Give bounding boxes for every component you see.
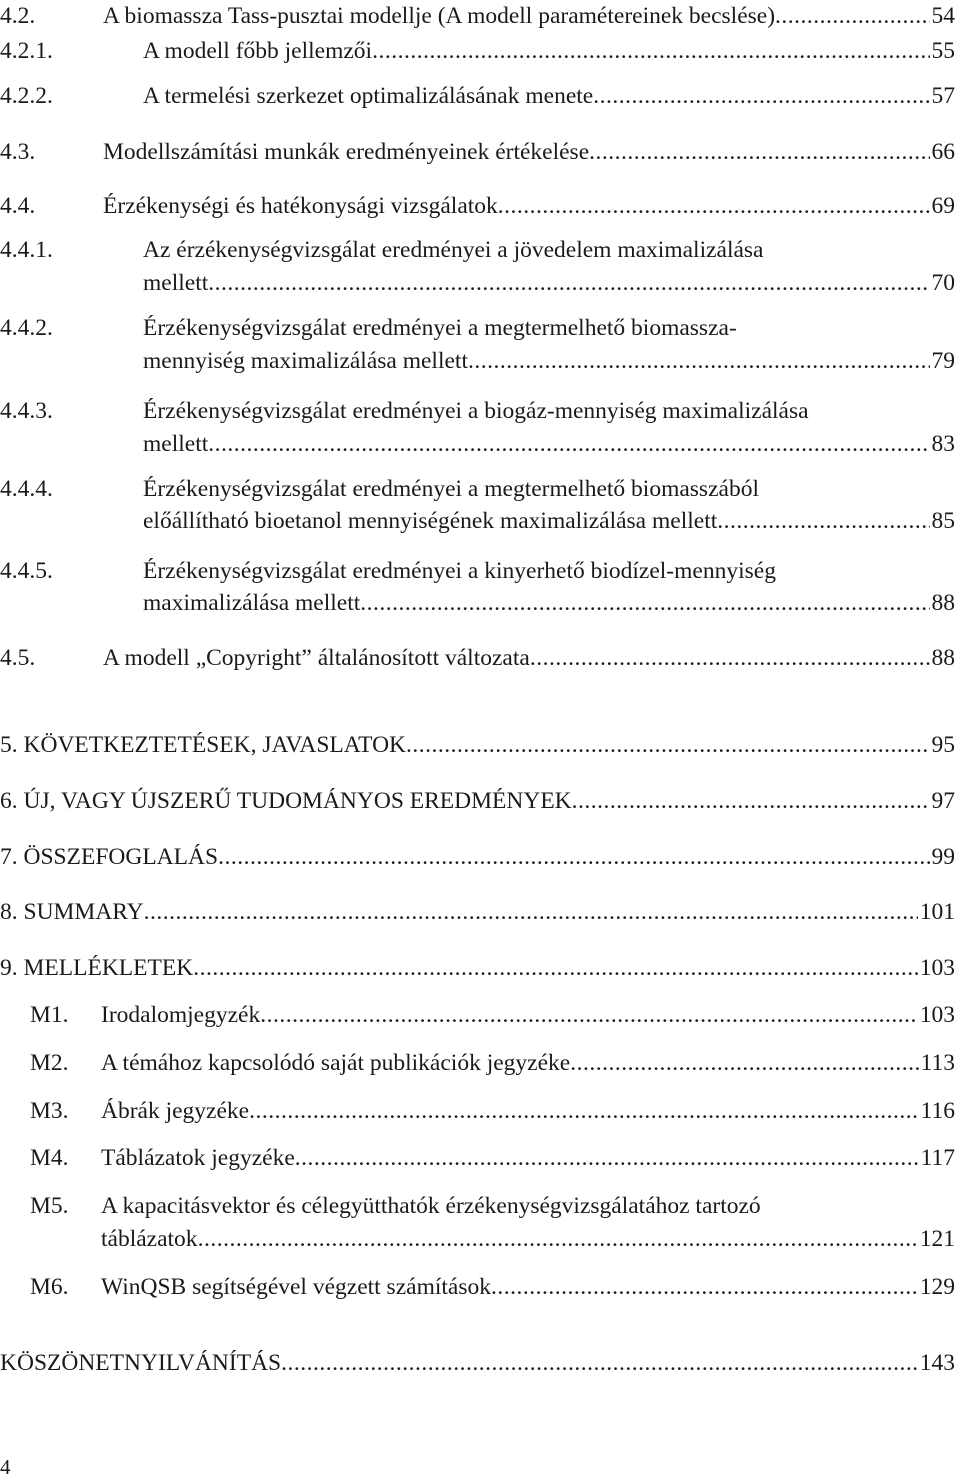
- toc-entry-page: 55: [931, 38, 955, 64]
- toc-entry-title-line: mennyiség maximalizálása mellett: [143, 348, 468, 374]
- dot-leader: [775, 0, 929, 32]
- toc-entry-page: 129: [919, 1274, 955, 1300]
- dot-leader: [218, 841, 929, 873]
- toc-entry[interactable]: [0, 896, 960, 928]
- toc-entry-number: M3.: [30, 1098, 69, 1124]
- toc-entry[interactable]: [0, 952, 960, 984]
- toc-entry[interactable]: [0, 190, 960, 222]
- toc-entry[interactable]: [0, 642, 960, 674]
- toc-entry-title-line: mellett: [143, 270, 209, 296]
- toc-entry[interactable]: [0, 729, 960, 761]
- toc-entry-title-line: A modell főbb jellemzői: [143, 38, 373, 64]
- dot-leader: [589, 136, 929, 168]
- dot-leader: [260, 999, 918, 1031]
- dot-leader: [295, 1142, 919, 1174]
- toc-entry-number: 4.4.5.: [0, 558, 53, 584]
- toc-entry-title-line: mellett: [143, 431, 209, 457]
- toc-entry-number: 4.2.1.: [0, 38, 53, 64]
- toc-entry-page: 103: [919, 1002, 955, 1028]
- toc-entry-number: M2.: [30, 1050, 69, 1076]
- toc-entry-number: 4.2.2.: [0, 83, 53, 109]
- toc-entry-page: 66: [931, 139, 955, 165]
- dot-leader: [281, 1347, 918, 1379]
- dot-leader: [468, 345, 930, 377]
- toc-entry-number: 4.5.: [0, 645, 36, 671]
- toc-entry-page: 97: [931, 788, 955, 814]
- toc-entry-title-line: Érzékenységvizsgálat eredményei a kinyerhető biodízel-mennyiség: [143, 558, 776, 584]
- toc-entry-number: 4.4.2.: [0, 315, 53, 341]
- dot-leader: [208, 267, 929, 299]
- dot-leader: [717, 505, 929, 537]
- toc-entry[interactable]: [0, 234, 960, 299]
- dot-leader: [498, 190, 930, 222]
- toc-entry-page: 70: [931, 270, 955, 296]
- toc-entry[interactable]: [0, 785, 960, 817]
- toc-entry-page: 69: [931, 193, 955, 219]
- toc-entry-title-line: Ábrák jegyzéke: [101, 1098, 250, 1124]
- toc-entry-number: M4.: [30, 1145, 69, 1171]
- toc-entry-number: 4.4.4.: [0, 476, 53, 502]
- dot-leader: [406, 729, 929, 761]
- toc-entry-page: 103: [919, 955, 955, 981]
- toc-entry-number: M1.: [30, 1002, 69, 1028]
- toc-entry-title-line: A biomassza Tass-pusztai modellje (A modell paramétereinek becslése): [103, 3, 776, 29]
- toc-entry-page: 101: [919, 899, 955, 925]
- dot-leader: [198, 1223, 918, 1255]
- toc-entry-page: 88: [931, 645, 955, 671]
- dot-leader: [570, 1047, 918, 1079]
- toc-entry-title-line: 6. ÚJ, VAGY ÚJSZERŰ TUDOMÁNYOS EREDMÉNYEK: [0, 788, 572, 814]
- toc-entry-number: 4.2.: [0, 3, 36, 29]
- toc-entry-title-line: 9. MELLÉKLETEK: [0, 955, 194, 981]
- toc-entry-page: 88: [931, 590, 955, 616]
- toc-entry-title-line: 5. KÖVETKEZTETÉSEK, JAVASLATOK: [0, 732, 407, 758]
- toc-entry-page: 143: [919, 1350, 955, 1376]
- toc-entry[interactable]: [0, 1142, 960, 1174]
- toc-entry[interactable]: [0, 80, 960, 112]
- toc-entry[interactable]: [0, 35, 960, 67]
- dot-leader: [193, 952, 918, 984]
- toc-entry-title-line: Táblázatok jegyzéke: [101, 1145, 295, 1171]
- page-number: 4: [0, 1455, 11, 1479]
- toc-entry-page: 85: [931, 508, 955, 534]
- toc-entry[interactable]: [0, 999, 960, 1031]
- toc-entry[interactable]: [0, 473, 960, 537]
- toc-entry-page: 83: [931, 431, 955, 457]
- toc-entry-page: 79: [931, 348, 955, 374]
- dot-leader: [360, 587, 929, 619]
- toc-entry-number: 4.4.1.: [0, 237, 53, 263]
- dot-leader: [144, 896, 918, 928]
- dot-leader: [593, 80, 929, 112]
- toc-entry[interactable]: [0, 0, 960, 32]
- toc-entry[interactable]: [0, 395, 960, 460]
- toc-entry[interactable]: [0, 555, 960, 619]
- toc-entry-title-line: előállítható bioetanol mennyiségének maximalizálása mellett: [143, 508, 718, 534]
- toc-entry-number: 4.4.: [0, 193, 36, 219]
- toc-entry-title-line: A kapacitásvektor és célegyütthatók érzékenységvizsgálatához tartozó: [101, 1193, 761, 1219]
- toc-entry-number: 4.3.: [0, 139, 36, 165]
- toc-entry[interactable]: [0, 841, 960, 873]
- toc-entry-page: 116: [920, 1098, 955, 1124]
- toc-entry-page: 54: [931, 3, 955, 29]
- toc-entry-title-line: Irodalomjegyzék: [101, 1002, 261, 1028]
- toc-entry-page: 117: [920, 1145, 955, 1171]
- toc-entry[interactable]: [0, 1190, 960, 1255]
- toc-entry-title-line: 7. ÖSSZEFOGLALÁS: [0, 844, 219, 870]
- toc-entry-page: 57: [931, 83, 955, 109]
- toc-entry[interactable]: [0, 1095, 960, 1127]
- toc-entry-title-line: Érzékenységi és hatékonysági vizsgálatok: [103, 193, 498, 219]
- toc-entry[interactable]: [0, 312, 960, 377]
- toc-entry-number: M5.: [30, 1193, 69, 1219]
- dot-leader: [208, 428, 929, 460]
- toc-entry-number: M6.: [30, 1274, 69, 1300]
- toc-entry[interactable]: [0, 136, 960, 168]
- toc-entry[interactable]: [0, 1347, 960, 1379]
- toc-entry[interactable]: [0, 1271, 960, 1303]
- toc-entry-title-line: Modellszámítási munkák eredményeinek értékelése: [103, 139, 590, 165]
- toc-entry-title-line: A témához kapcsolódó saját publikációk jegyzéke: [101, 1050, 571, 1076]
- toc-entry-title-line: A modell „Copyright” általánosított változata: [103, 645, 530, 671]
- toc-entry-title-line: KÖSZÖNETNYILVÁNÍTÁS: [0, 1350, 282, 1376]
- toc-entry-page: 113: [920, 1050, 955, 1076]
- dot-leader: [530, 642, 930, 674]
- toc-entry[interactable]: [0, 1047, 960, 1079]
- dot-leader: [572, 785, 930, 817]
- toc-entry-title-line: 8. SUMMARY: [0, 899, 144, 925]
- toc-entry-title-line: Érzékenységvizsgálat eredményei a megtermelhető biomassza-: [143, 315, 737, 341]
- toc-entry-title-line: WinQSB segítségével végzett számítások: [101, 1274, 491, 1300]
- dot-leader: [372, 35, 929, 67]
- toc-entry-title-line: Az érzékenységvizsgálat eredményei a jövedelem maximalizálása: [143, 237, 764, 263]
- dot-leader: [249, 1095, 919, 1127]
- toc-entry-page: 99: [931, 844, 955, 870]
- toc-entry-page: 95: [931, 732, 955, 758]
- toc-entry-title-line: Érzékenységvizsgálat eredményei a megtermelhető biomasszából: [143, 476, 759, 502]
- toc-entry-title-line: A termelési szerkezet optimalizálásának menete: [143, 83, 594, 109]
- dot-leader: [491, 1271, 918, 1303]
- toc-entry-title-line: maximalizálása mellett: [143, 590, 361, 616]
- toc-entry-number: 4.4.3.: [0, 398, 53, 424]
- toc-entry-title-line: táblázatok: [101, 1226, 198, 1252]
- toc-entry-page: 121: [919, 1226, 955, 1252]
- toc-entry-title-line: Érzékenységvizsgálat eredményei a biogáz-mennyiség maximalizálása: [143, 398, 809, 424]
